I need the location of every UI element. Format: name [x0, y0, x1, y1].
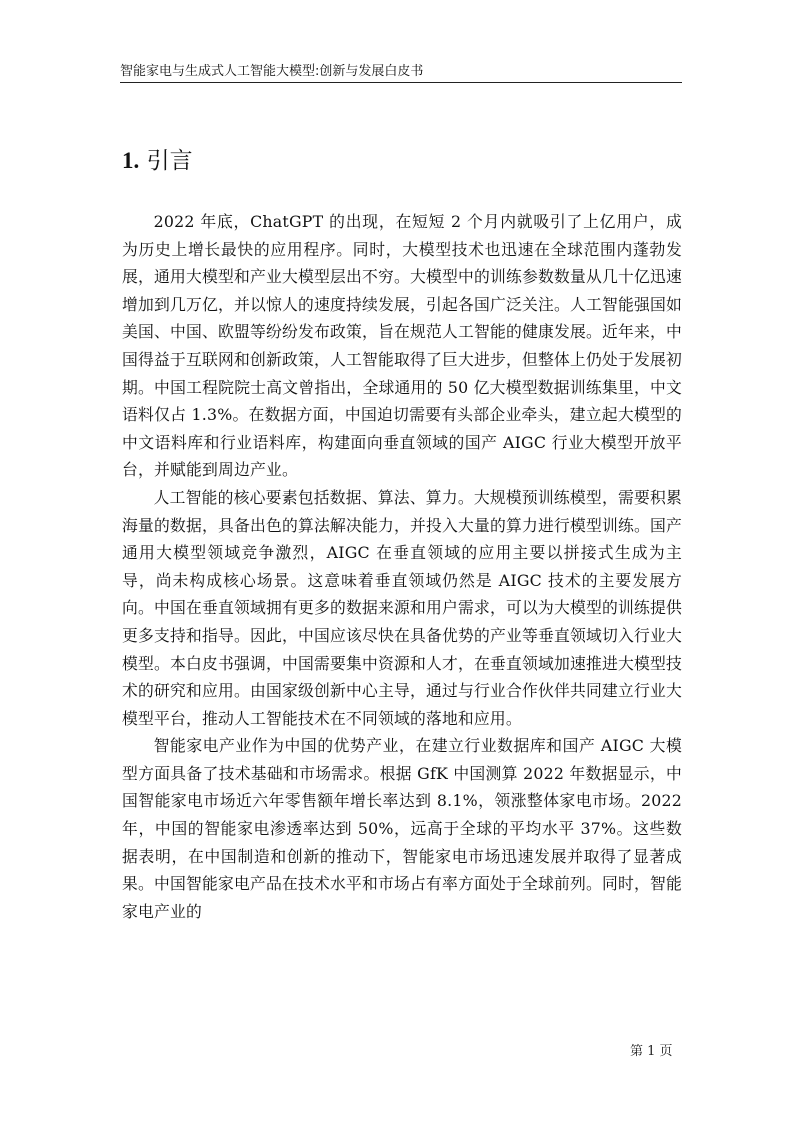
section-number: 1. [122, 148, 140, 173]
paragraph-3: 智能家电产业作为中国的优势产业，在建立行业数据库和国产 AIGC 大模型方面具备了技术基础和市场需求。根据 GfK 中国测算 2022 年数据显示，中国智能家电市场近六年零售额年增长率达到 8.1%，领涨整体家电市场。2022 年，中国的智能家电渗透率达到 50%，远高于全球的平均水平 37%。这些数据表明，在中国制造和创新的推动下，智能家电市场迅速发展并取得了显著成果。中国智能家电产品在技术水平和市场占有率方面处于全球前列。同时，智能家电产业的 [122, 736, 682, 921]
body-text [122, 208, 682, 925]
paragraph-2: 人工智能的核心要素包括数据、算法、算力。大规模预训练模型，需要积累海量的数据，具备出色的算法解决能力，并投入大量的算力进行模型训练。国产通用大模型领域竞争激烈，AIGC 在垂直领域的应用主要以拼接式生成为主导，尚未构成核心场景。这意味着垂直领域仍然是 AIGC 技术的主要发展方向。中国在垂直领域拥有更多的数据来源和用户需求，可以为大模型的训练提供更多支持和指导。因此，中国应该尽快在具备优势的产业等垂直领域切入行业大模型。本白皮书强调，中国需要集中资源和人才，在垂直领域加速推进大模型技术的研究和应用。由国家级创新中心主导，通过与行业合作伙伴共同建立行业大模型平台，推动人工智能技术在不同领域的落地和应用。 [122, 487, 682, 728]
page-number: 第 1 页 [630, 1044, 673, 1059]
running-header: 智能家电与生成式人工智能大模型:创新与发展白皮书 [120, 64, 424, 79]
section-heading [122, 146, 193, 176]
header-divider [120, 82, 682, 83]
paragraph-1: 2022 年底，ChatGPT 的出现，在短短 2 个月内就吸引了上亿用户，成为历史上增长最快的应用程序。同时，大模型技术也迅速在全球范围内蓬勃发展，通用大模型和产业大模型层出不穷。大模型中的训练参数数量从几十亿迅速增加到几万亿，并以惊人的速度持续发展，引起各国广泛关注。人工智能强国如美国、中国、欧盟等纷纷发布政策，旨在规范人工智能的健康发展。近年来，中国得益于互联网和创新政策，人工智能取得了巨大进步，但整体上仍处于发展初期。中国工程院院士高文曾指出，全球通用的 50 亿大模型数据训练集里，中文语料仅占 1.3%。在数据方面，中国迫切需要有头部企业牵头，建立起大模型的中文语料库和行业语料库，构建面向垂直领域的国产 AIGC 行业大模型开放平台，并赋能到周边产业。 [122, 212, 682, 480]
section-title-text: 引言 [146, 148, 193, 174]
